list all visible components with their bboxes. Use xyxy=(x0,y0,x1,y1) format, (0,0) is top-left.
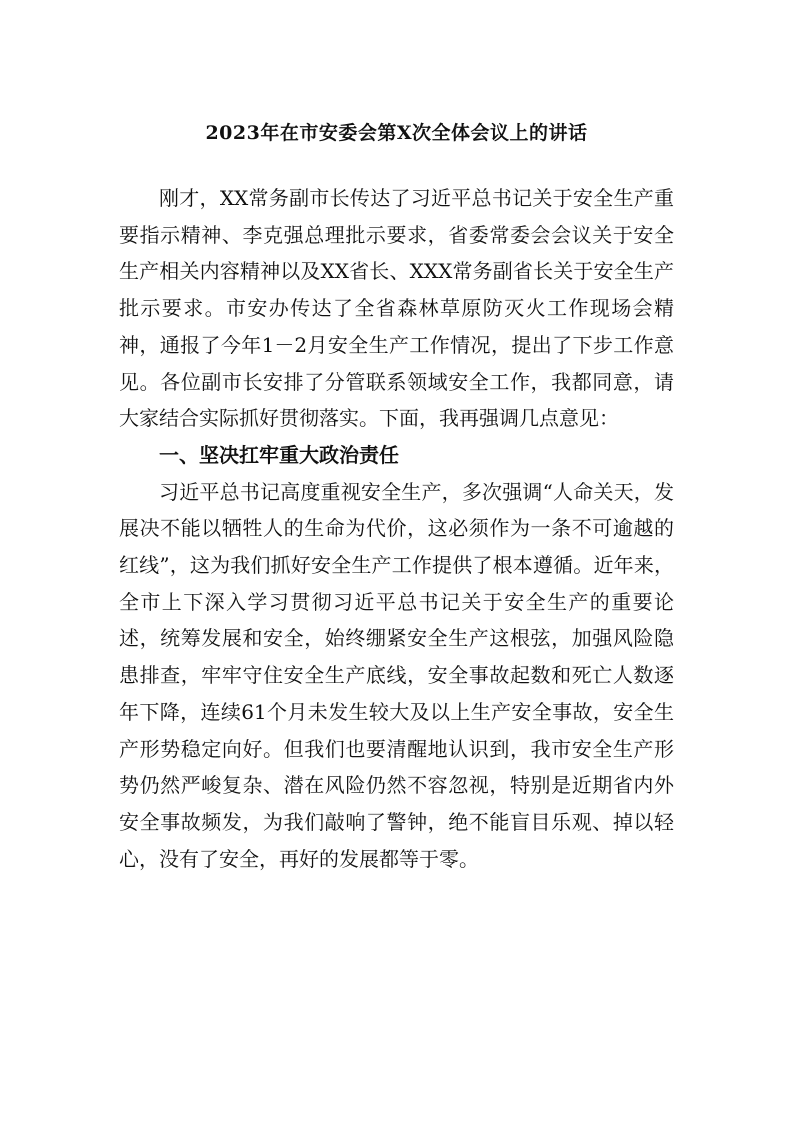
document-body xyxy=(119,180,674,877)
document-title: 2023年在市安委会第X次全体会议上的讲话 xyxy=(205,122,588,144)
section-heading-1: 一、坚决扛牢重大政治责任 xyxy=(159,442,399,467)
section-1-paragraph: 习近平总书记高度重视安全生产，多次强调“人命关天，发展决不能以牺牲人的生命为代价，这必须作为一条不可逾越的红线”，这为我们抓好安全生产工作提供了根本遵循。近年来，全市上下深入学习贯彻习近平总书记关于安全生产的重要论述，统筹发展和安全，始终绷紧安全生产这根弦，加强风险隐患排查，牢牢守住安全生产底线，安全事故起数和死亡人数逐年下降，连续61个月未发生较大及以上生产安全事故，安全生产形势稳定向好。但我们也要清醒地认识到，我市安全生产形势仍然严峻复杂、潜在风险仍然不容忽视，特别是近期省内外安全事故频发，为我们敲响了警钟，绝不能盲目乐观、掉以轻心，没有了安全，再好的发展都等于零。 xyxy=(119,479,674,871)
intro-paragraph: 刚才，XX常务副市长传达了习近平总书记关于安全生产重要指示精神、李克强总理批示要求，省委常委会会议关于安全生产相关内容精神以及XX省长、XXX常务副省长关于安全生产批示要求。市安办传达了全省森林草原防灭火工作现场会精神，通报了今年1－2月安全生产工作情况，提出了下步工作意见。各位副市长安排了分管联系领域安全工作，我都同意，请大家结合实际抓好贯彻落实。下面，我再强调几点意见： xyxy=(119,186,674,431)
